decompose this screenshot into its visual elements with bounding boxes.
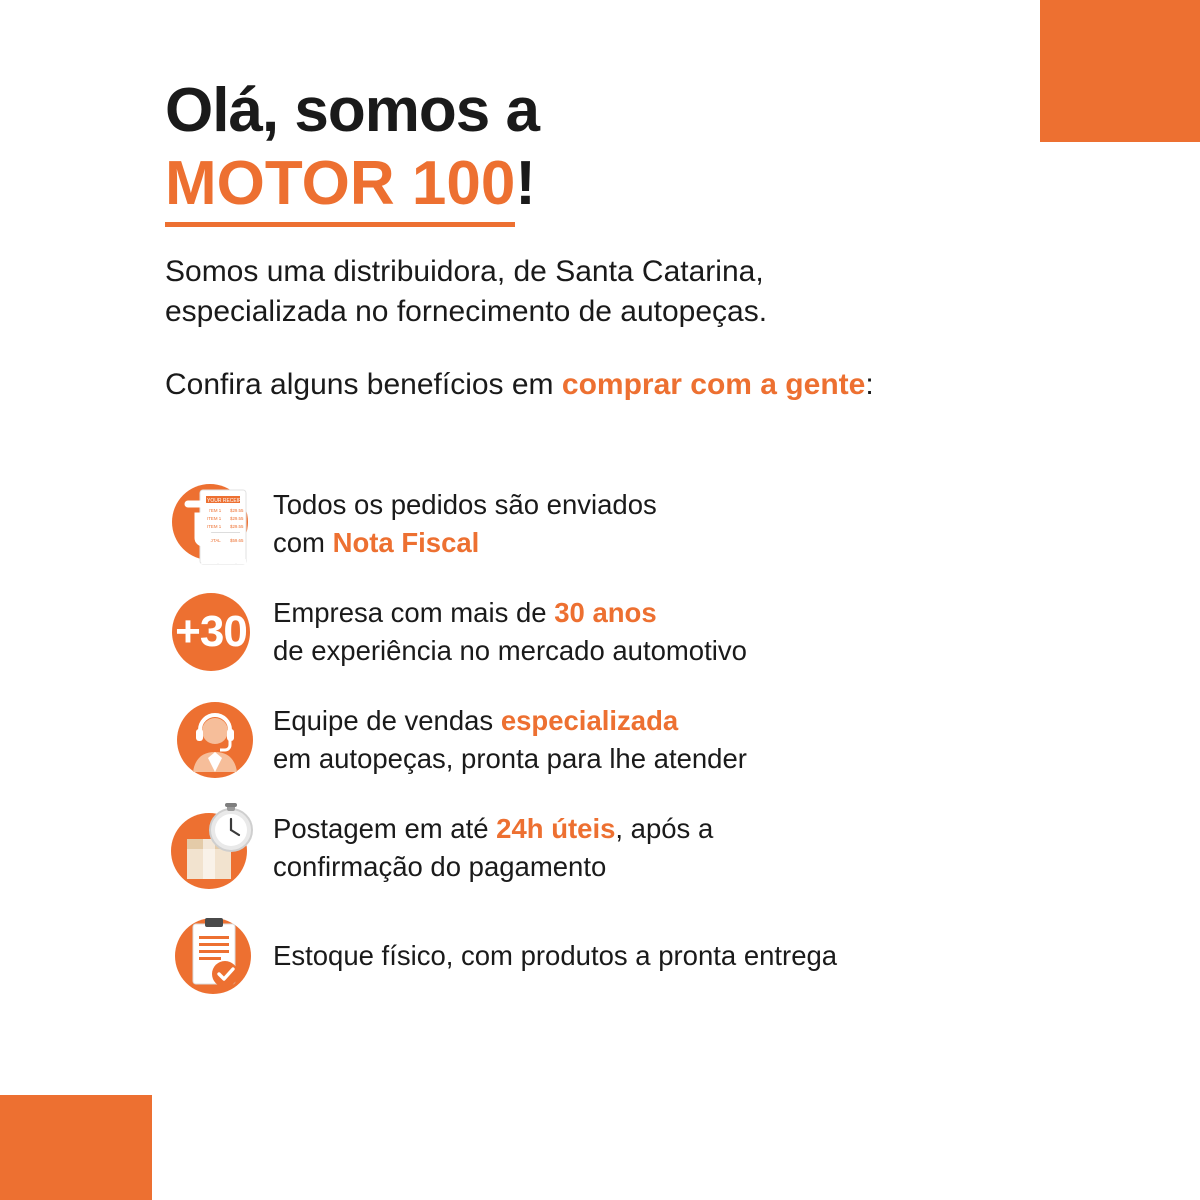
svg-text:$59.65: $59.65 bbox=[230, 538, 244, 543]
benefit-3-line1-prefix: Equipe de vendas bbox=[273, 705, 501, 737]
benefit-1-line2-highlight: Nota Fiscal bbox=[332, 527, 480, 558]
list-item-text bbox=[265, 937, 837, 975]
benefit-icon-slot bbox=[165, 478, 265, 570]
benefit-4-line1-highlight: 24h úteis bbox=[496, 813, 616, 845]
sales-agent-headset-icon bbox=[175, 700, 255, 780]
list-item bbox=[165, 470, 1125, 578]
benefit-1-line2-prefix: com bbox=[273, 527, 333, 558]
clipboard-check-icon bbox=[173, 912, 257, 1000]
decorative-block-bottom-left bbox=[0, 1095, 152, 1200]
benefit-2-line2: de experiência no mercado automotivo bbox=[273, 635, 747, 666]
svg-text:$29.55: $29.55 bbox=[230, 516, 244, 521]
benefit-icon-slot bbox=[165, 912, 265, 1000]
list-item bbox=[165, 578, 1125, 686]
benefit-2-line1-prefix: Empresa com mais de bbox=[273, 597, 555, 629]
lead-line-1: Somos uma distribuidora, de Santa Catarina, bbox=[165, 254, 764, 288]
lead-line-2: especializada no fornecimento de autopeças. bbox=[165, 295, 768, 329]
benefit-4-line1-prefix: Postagem em até bbox=[273, 813, 497, 845]
header-block bbox=[165, 78, 1065, 402]
page-title bbox=[165, 78, 1065, 218]
list-item-text bbox=[265, 702, 747, 778]
benefit-3-line2: em autopeças, pronta para lhe atender bbox=[273, 743, 747, 774]
benefits-intro bbox=[165, 368, 1065, 402]
benefit-3-line1-highlight: especializada bbox=[500, 705, 679, 737]
benefit-icon-slot bbox=[165, 803, 265, 893]
benefit-5-line1: Estoque físico, com produtos a pronta entrega bbox=[273, 940, 838, 972]
benefit-icon-slot bbox=[165, 700, 265, 780]
svg-text:ITEM 1: ITEM 1 bbox=[207, 508, 222, 513]
benefits-intro-suffix: : bbox=[865, 368, 874, 402]
benefit-4-line2: confirmação do pagamento bbox=[273, 851, 607, 882]
title-brand-line bbox=[165, 148, 1065, 218]
benefit-1-line1: Todos os pedidos são enviados bbox=[273, 489, 657, 521]
plus-30-badge-icon: +30 bbox=[172, 593, 250, 671]
svg-text:$29.55: $29.55 bbox=[230, 508, 244, 513]
list-item bbox=[165, 902, 1125, 1010]
list-item bbox=[165, 686, 1125, 794]
list-item-text bbox=[265, 810, 713, 886]
list-item-text bbox=[265, 594, 747, 670]
receipt-icon bbox=[172, 478, 258, 570]
list-item-text bbox=[265, 486, 657, 562]
benefits-intro-prefix: Confira alguns benefícios em bbox=[165, 368, 562, 402]
lead-paragraph bbox=[165, 252, 1065, 332]
svg-text:ITEM 1: ITEM 1 bbox=[207, 524, 222, 529]
list-item bbox=[165, 794, 1125, 902]
title-greeting: Olá, somos a bbox=[165, 76, 539, 145]
brand-exclamation: ! bbox=[515, 148, 536, 218]
svg-text:ITEM 1: ITEM 1 bbox=[207, 516, 222, 521]
svg-text:TOTAL: TOTAL bbox=[207, 538, 221, 543]
benefit-icon-slot bbox=[165, 593, 265, 671]
brand-name: MOTOR 100 bbox=[165, 149, 515, 227]
benefit-4-line1-suffix: , após a bbox=[615, 813, 714, 845]
package-stopwatch-icon bbox=[169, 803, 261, 893]
svg-text:$29.55: $29.55 bbox=[230, 524, 244, 529]
benefits-intro-highlight: comprar com a gente bbox=[561, 368, 866, 402]
svg-text:YOUR RECEIPT: YOUR RECEIPT bbox=[207, 498, 245, 504]
benefits-list bbox=[165, 470, 1125, 1010]
benefit-2-line1-highlight: 30 anos bbox=[554, 597, 657, 629]
